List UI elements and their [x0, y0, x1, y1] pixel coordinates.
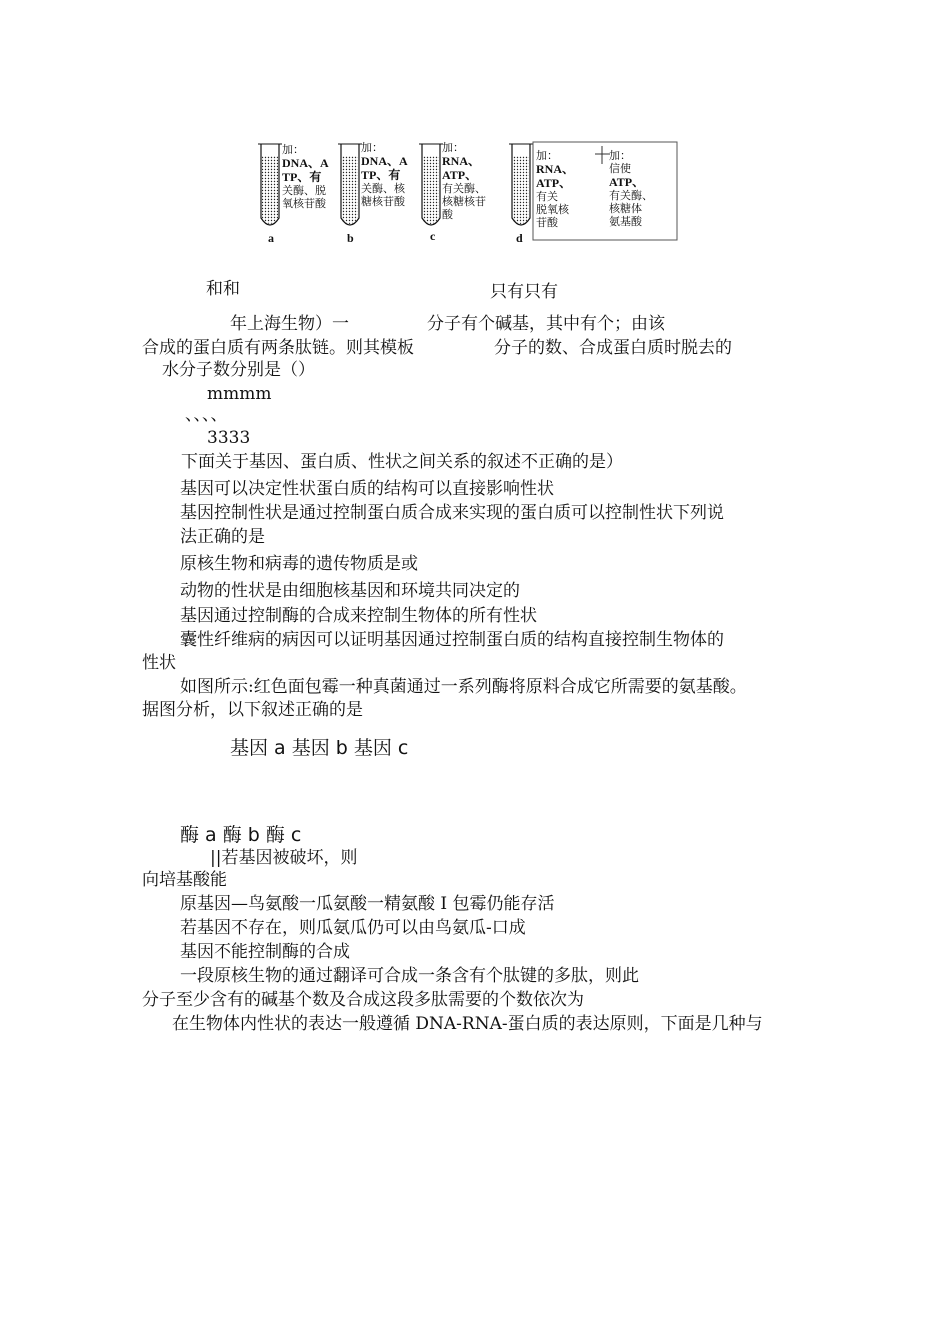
text-line: ||若基因被破坏，则 — [210, 848, 358, 868]
text-line: 分子至少含有的碱基个数及合成这段多肽需要的个数依次为 — [142, 990, 584, 1010]
text-line: 和和 — [206, 279, 240, 299]
text-line: 基因可以决定性状蛋白质的结构可以直接影响性状 — [180, 479, 554, 499]
text-line: 一段原核生物的通过翻译可合成一条含有个肽键的多肽，则此 — [180, 966, 639, 986]
enzyme-row: 酶 a 酶 b 酶 c — [180, 824, 302, 846]
gene-row: 基因 a 基因 b 基因 c — [230, 737, 409, 759]
text-line: mmmm — [207, 384, 272, 404]
text-line: 合成的蛋白质有两条肽链。则其模板 — [142, 338, 414, 358]
text-line: 性状 — [142, 653, 176, 673]
text-line: 原核生物和病毒的遗传物质是或 — [180, 554, 418, 574]
tube-d-label: 加： RNA、 ATP、 有关 脱氧核 苷酸 — [536, 150, 574, 229]
text-line: 若基因不存在，则瓜氨瓜仍可以由鸟氨瓜-口成 — [180, 918, 526, 938]
tube-b-label: 加： DNA、A TP、有 关酶、核 糖核苷酸 — [361, 142, 408, 208]
tube-c-label: 加： RNA、 ATP、 有关酶、 核糖核苷 酸 — [442, 142, 486, 221]
tube-a — [258, 144, 282, 225]
text-line: 原基因—鸟氨酸一瓜氨酸一精氨酸 I 包霉仍能存活 — [180, 894, 555, 914]
text-line: 水分子数分别是（） — [162, 360, 315, 380]
tube-figure — [255, 138, 680, 248]
text-line: 分子有个碱基，其中有个；由该 — [427, 314, 665, 334]
text-line: 年上海生物）一 — [230, 314, 349, 334]
text-line: 3333 — [207, 428, 251, 448]
text-line: 据图分析，以下叙述正确的是 — [142, 700, 363, 720]
text-line: 分子的数、合成蛋白质时脱去的 — [494, 338, 732, 358]
text-line: 基因控制性状是通过控制蛋白质合成来实现的蛋白质可以控制性状下列说 — [180, 503, 724, 523]
text-line: 下面关于基因、蛋白质、性状之间关系的叙述不正确的是） — [181, 452, 623, 472]
text-line: 动物的性状是由细胞核基因和环境共同决定的 — [180, 581, 520, 601]
tube-a-letter: a — [268, 231, 274, 245]
text-line: 只有只有 — [490, 282, 558, 302]
text-line: 基因不能控制酶的合成 — [180, 942, 350, 962]
text-line: 向培基酸能 — [142, 870, 227, 890]
tube-b — [338, 144, 362, 225]
text-line: 基因通过控制酶的合成来控制生物体的所有性状 — [180, 606, 537, 626]
tube-b-letter: b — [347, 231, 354, 245]
text-line: 法正确的是 — [180, 527, 265, 547]
text-line: 如图所示:红色面包霉一种真菌通过一系列酶将原料合成它所需要的氨基酸。 — [180, 677, 747, 697]
text-line: 囊性纤维病的病因可以证明基因通过控制蛋白质的结构直接控制生物体的 — [180, 630, 724, 650]
tube-d-letter: d — [516, 231, 523, 245]
tube-d — [509, 144, 533, 225]
tube-a-label: 加： DNA、A TP、有 关酶、脱 氧核苷酸 — [282, 144, 329, 210]
tube-c — [419, 144, 443, 225]
tube-c-letter: c — [430, 229, 436, 243]
text-line: 、、、、 — [185, 405, 228, 425]
box-right-label: 加： 信使 ATP、 有关酶、 核糖体 氨基酸 — [609, 150, 653, 228]
text-line: 在生物体内性状的表达一般遵循 DNA-RNA-蛋白质的表达原则，下面是几种与 — [172, 1014, 763, 1034]
